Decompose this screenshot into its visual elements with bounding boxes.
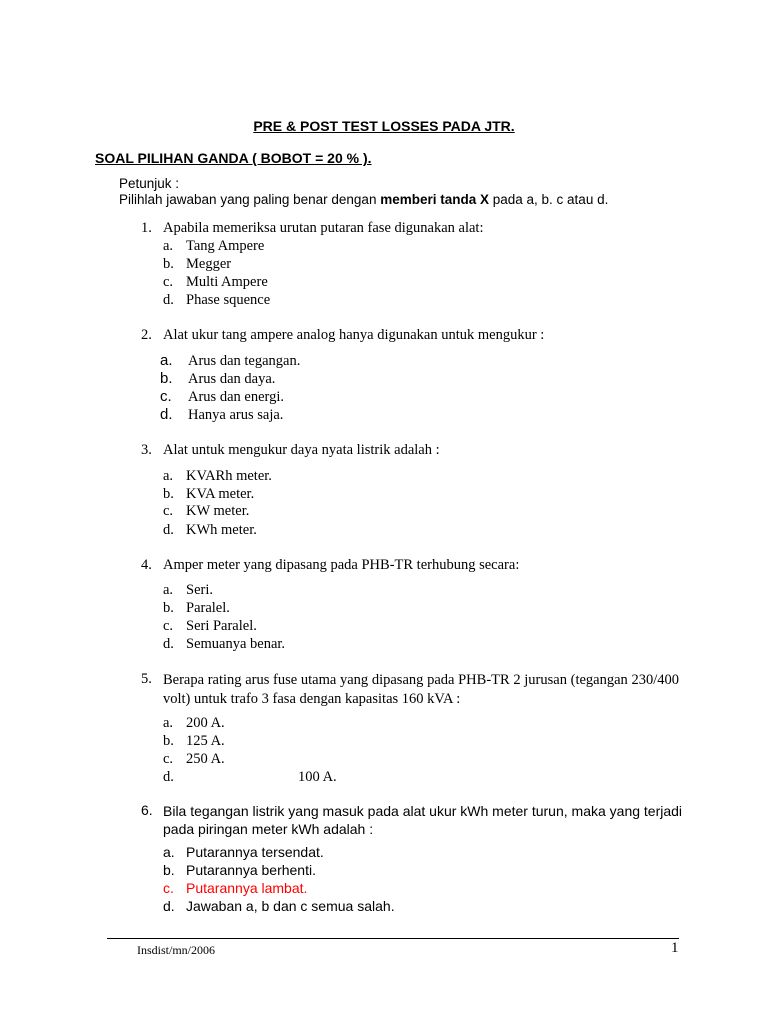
- question-4-option-d-letter: d.: [163, 636, 174, 652]
- question-1-option-d-text: Phase squence: [186, 292, 271, 308]
- question-2-option-d-letter: d.: [160, 406, 173, 423]
- question-3-option-c-letter: c.: [163, 503, 174, 519]
- question-5-option-a-letter: a.: [163, 715, 174, 731]
- question-4-option-b-letter: b.: [163, 600, 174, 616]
- question-5-option-c-letter: c.: [163, 751, 174, 767]
- question-6-number: 6.: [141, 802, 153, 818]
- question-6-option-a-letter: a.: [163, 844, 175, 860]
- question-2-option-a-letter: a.: [160, 352, 173, 369]
- question-3-option-d-letter: d.: [163, 522, 174, 538]
- question-4-option-c-text: Seri Paralel.: [186, 618, 257, 634]
- question-6-option-c-letter: c.: [163, 880, 174, 896]
- question-3-text: Alat untuk mengukur daya nyata listrik adalah :: [163, 442, 440, 458]
- question-4-option-a-letter: a.: [163, 582, 174, 598]
- document-title: PRE & POST TEST LOSSES PADA JTR.: [253, 118, 515, 134]
- question-1-option-c-text: Multi Ampere: [186, 274, 268, 290]
- question-4-option-b-text: Paralel.: [186, 600, 230, 616]
- question-3-number: 3.: [141, 442, 152, 458]
- question-4-option-d-text: Semuanya benar.: [186, 636, 286, 652]
- question-5-option-a-text: 200 A.: [186, 715, 225, 731]
- question-6-option-d-letter: d.: [163, 898, 175, 914]
- footer-rule: [107, 938, 679, 939]
- question-2-option-c-text: Arus dan energi.: [188, 389, 284, 405]
- question-5-text: Berapa rating arus fuse utama yang dipasang pada PHB-TR 2 jurusan (tegangan 230/400 volt) untuk trafo 3 fasa dengan kapasitas 160 kVA :: [163, 672, 679, 707]
- question-5-option-c-text: 250 A.: [186, 751, 225, 767]
- question-6-option-b-letter: b.: [163, 862, 175, 878]
- question-3-option-a-letter: a.: [163, 468, 174, 484]
- question-1-option-c-letter: c.: [163, 274, 174, 290]
- footer-text: Insdist/mn/2006: [137, 943, 216, 957]
- question-3-option-b-text: KVA meter.: [186, 486, 255, 502]
- question-6-option-d-text: Jawaban a, b dan c semua salah.: [186, 898, 395, 914]
- question-4-number: 4.: [141, 557, 152, 573]
- question-2-text: Alat ukur tang ampere analog hanya digunakan untuk mengukur :: [163, 327, 545, 343]
- question-1-option-b-letter: b.: [163, 256, 174, 272]
- question-2-option-a-text: Arus dan tegangan.: [188, 353, 301, 369]
- question-6-option-b-text: Putarannya berhenti.: [186, 862, 316, 878]
- question-1-option-b-text: Megger: [186, 256, 232, 272]
- question-2-option-b-text: Arus dan daya.: [188, 371, 276, 387]
- question-2-number: 2.: [141, 327, 152, 343]
- page-number: 1: [671, 940, 679, 956]
- question-5-number: 5.: [141, 671, 152, 687]
- instructions-text-bold: memberi tanda X: [380, 192, 489, 207]
- question-2-option-d-text: Hanya arus saja.: [188, 407, 284, 423]
- instructions-label: Petunjuk :: [119, 176, 180, 191]
- question-4-text: Amper meter yang dipasang pada PHB-TR terhubung secara:: [163, 557, 520, 573]
- question-4-option-a-text: Seri.: [186, 582, 213, 598]
- section-heading: SOAL PILIHAN GANDA ( BOBOT = 20 % ).: [95, 150, 372, 166]
- question-5-option-b-letter: b.: [163, 733, 174, 749]
- question-6-option-a-text: Putarannya tersendat.: [186, 844, 324, 860]
- question-2-option-b-letter: b.: [160, 370, 173, 387]
- question-6-option-c-text: Putarannya lambat.: [186, 880, 308, 896]
- question-3-option-d-text: KWh meter.: [186, 522, 257, 538]
- question-2-option-c-letter: c.: [160, 388, 172, 405]
- question-1-option-a-text: Tang Ampere: [186, 238, 265, 254]
- question-3-option-c-text: KW meter.: [186, 503, 250, 519]
- question-5-option-b-text: 125 A.: [186, 733, 225, 749]
- question-5-option-d-letter: d.: [163, 769, 174, 785]
- question-3-option-a-text: KVARh meter.: [186, 468, 272, 484]
- question-3-option-b-letter: b.: [163, 486, 174, 502]
- question-4-option-c-letter: c.: [163, 618, 174, 634]
- question-1-text: Apabila memeriksa urutan putaran fase digunakan alat:: [163, 220, 484, 236]
- question-1-number: 1.: [141, 220, 152, 236]
- instructions-text-after: pada a, b. c atau d.: [489, 192, 609, 207]
- question-6-text: Bila tegangan listrik yang masuk pada alat ukur kWh meter turun, maka yang terjadi pada piringan meter kWh adalah :: [163, 803, 683, 837]
- instructions-text: [119, 192, 608, 207]
- question-1-option-d-letter: d.: [163, 292, 174, 308]
- question-5-option-d-text: 100 A.: [298, 769, 337, 785]
- instructions-text-before: Pilihlah jawaban yang paling benar dengan: [119, 192, 381, 207]
- question-1-option-a-letter: a.: [163, 238, 174, 254]
